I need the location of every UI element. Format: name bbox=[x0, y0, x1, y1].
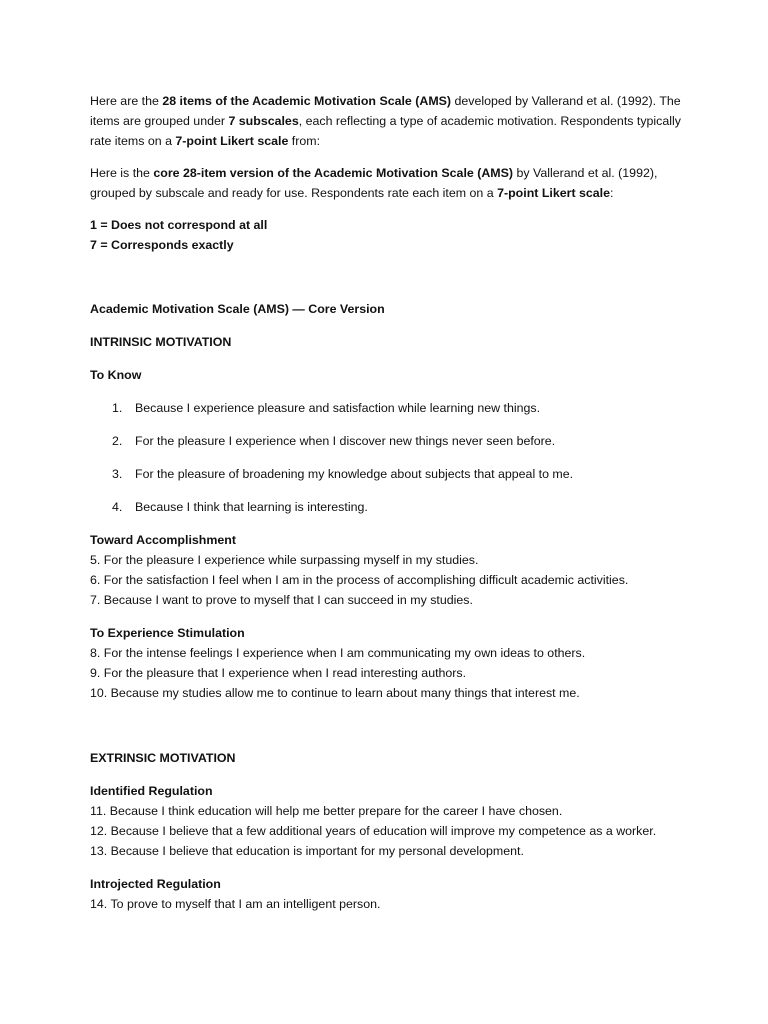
item-text: Because I think that learning is interesting. bbox=[135, 500, 368, 514]
list-item: 9. For the pleasure that I experience when I read interesting authors. bbox=[90, 666, 467, 680]
subscale-to-know-label: To Know bbox=[90, 368, 142, 382]
list-item bbox=[90, 497, 690, 517]
document-title: Academic Motivation Scale (AMS) — Core Version bbox=[90, 302, 385, 316]
section-spacer bbox=[90, 255, 690, 299]
intro-text: , each reflecting a type of academic motivation. Respondents typically rate items on a bbox=[90, 114, 681, 148]
list-item: 5. For the pleasure I experience while surpassing myself in my studies. bbox=[90, 553, 479, 567]
extrinsic-heading: EXTRINSIC MOTIVATION bbox=[90, 751, 236, 765]
intro-bold-text: 7 subscales bbox=[228, 114, 299, 128]
subscale-accomplishment-label: Toward Accomplishment bbox=[90, 533, 236, 547]
intrinsic-heading: INTRINSIC MOTIVATION bbox=[90, 335, 232, 349]
subscale-introjected-label: Introjected Regulation bbox=[90, 877, 221, 891]
item-number: 4. bbox=[112, 500, 123, 514]
scale-low-definition: 1 = Does not correspond at all bbox=[90, 218, 268, 232]
intro-bold-text: 7-point Likert scale bbox=[175, 134, 289, 148]
subscale-stimulation bbox=[90, 623, 690, 703]
item-text: Because I experience pleasure and satisfaction while learning new things. bbox=[135, 401, 541, 415]
document-body bbox=[90, 91, 690, 927]
subscale-accomplishment bbox=[90, 530, 690, 610]
item-number: 2. bbox=[112, 434, 123, 448]
list-item bbox=[90, 431, 690, 451]
intro-text: developed by Vallerand et al. (1992). The items are grouped under bbox=[90, 94, 681, 128]
item-number: 3. bbox=[112, 467, 123, 481]
item-number: 1. bbox=[112, 401, 123, 415]
item-text: For the pleasure I experience when I discover new things never seen before. bbox=[135, 434, 556, 448]
intro-text: : bbox=[610, 186, 614, 200]
intro-text: by Vallerand et al. (1992), grouped by subscale and ready for use. Respondents rate each item on a bbox=[90, 166, 658, 200]
subscale-identified-label: Identified Regulation bbox=[90, 784, 213, 798]
intro-text: Here is the bbox=[90, 166, 154, 180]
intro-bold-text: 28 items of the Academic Motivation Scale (AMS) bbox=[162, 94, 452, 108]
list-item: 11. Because I think education will help me better prepare for the career I have chosen. bbox=[90, 804, 563, 818]
subscale-identified bbox=[90, 781, 690, 861]
item-text: For the pleasure of broadening my knowledge about subjects that appeal to me. bbox=[135, 467, 574, 481]
list-item bbox=[90, 464, 690, 484]
intro-paragraph-2 bbox=[90, 163, 690, 203]
subscale-introjected bbox=[90, 874, 690, 914]
intro-bold-text: core 28-item version of the Academic Motivation Scale (AMS) bbox=[153, 166, 514, 180]
intro-text: from: bbox=[288, 134, 321, 148]
scale-high-definition: 7 = Corresponds exactly bbox=[90, 238, 234, 252]
list-item: 14. To prove to myself that I am an intelligent person. bbox=[90, 897, 381, 911]
intro-bold-text: 7-point Likert scale bbox=[497, 186, 611, 200]
to-know-list bbox=[90, 398, 690, 517]
section-spacer bbox=[90, 716, 690, 748]
list-item: 12. Because I believe that a few additional years of education will improve my competence as a worker. bbox=[90, 824, 657, 838]
subscale-stimulation-label: To Experience Stimulation bbox=[90, 626, 245, 640]
list-item: 7. Because I want to prove to myself that I can succeed in my studies. bbox=[90, 593, 473, 607]
list-item: 13. Because I believe that education is important for my personal development. bbox=[90, 844, 524, 858]
list-item bbox=[90, 398, 690, 418]
list-item: 10. Because my studies allow me to continue to learn about many things that interest me. bbox=[90, 686, 580, 700]
intro-paragraph-1 bbox=[90, 91, 690, 151]
intro-text: Here are the bbox=[90, 94, 163, 108]
list-item: 6. For the satisfaction I feel when I am in the process of accomplishing difficult academic activities. bbox=[90, 573, 629, 587]
list-item: 8. For the intense feelings I experience when I am communicating my own ideas to others. bbox=[90, 646, 586, 660]
